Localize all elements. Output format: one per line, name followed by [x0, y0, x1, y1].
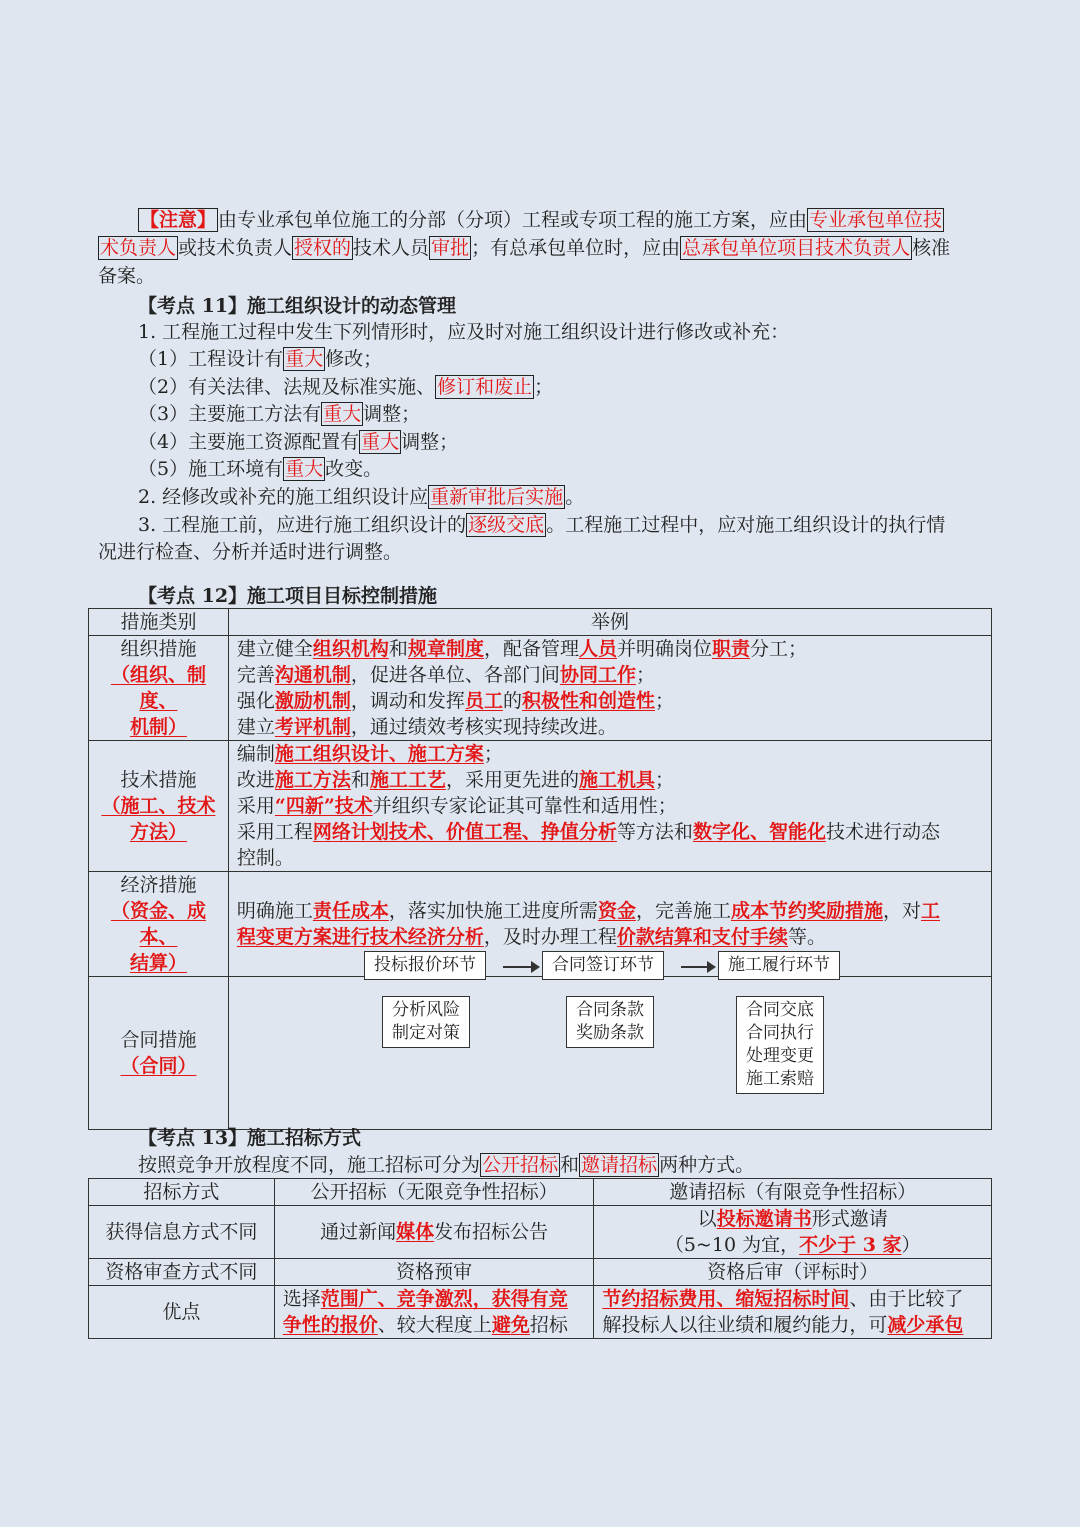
k11-item-1: （1）工程设计有 重大 修改； — [138, 348, 383, 370]
k13-row-advantages: 优点 选择范围广、竞争激烈，获得有竞 争性的报价、较大程度上避免招标 节约招标费用、缩短招标时间、由于比较了 解投标人以往业绩和履约能力，可减少承包 — [89, 1286, 992, 1339]
k12-row-econ — [89, 872, 992, 977]
k12-row-contract — [89, 977, 992, 1130]
k12-header-category: 措施类别 — [89, 609, 229, 636]
flow-arrow-2 — [681, 966, 714, 968]
flow-stage-signing: 合同签订环节 — [542, 951, 664, 980]
flow-box-signing: 合同条款 奖励条款 — [566, 996, 654, 1048]
k13-intro: 按照竞争开放程度不同，施工招标可分为 公开招标 和 邀请招标 两种方式。 — [138, 1154, 755, 1176]
k12-title: 【考点 12】施工项目目标控制措施 — [138, 585, 438, 607]
k11-para-3: 3. 工程施工前，应进行施工组织设计的 逐级交底 。工程施工过程中，应对施工组织设计的执行情 — [138, 514, 946, 536]
flow-stage-bidding: 投标报价环节 — [364, 951, 486, 980]
k11-item-3: （3）主要施工方法有 重大 调整； — [138, 403, 421, 425]
note-tag: 【注意】 — [140, 209, 217, 231]
k12-org-cell: 组织措施 （组织、制度、 机制） — [89, 636, 229, 741]
k13-row-qualification: 资格审查方式不同 资格预审 资格后审（评标时） — [89, 1259, 992, 1286]
note-line-2: 术负责人 或技术负责人 授权的 技术人员 审批 ；有总承包单位时，应由 总承包单位项目技术负责人 核准 — [100, 237, 951, 259]
k12-row-org — [89, 636, 992, 741]
flow-stage-performance: 施工履行环节 — [718, 951, 840, 980]
k12-org-examples: 建立健全组织机构和规章制度，配备管理人员并明确岗位职责分工； 完善沟通机制，促进各单位、各部门间协同工作； 强化激励机制，调动和发挥员工的积极性和创造性； 建立考评机制，通过绩效考核实现持续改进。 — [228, 636, 991, 741]
k12-tech-cell: 技术措施 （施工、技术 方法） — [89, 741, 229, 872]
k11-title: 【考点 11】施工组织设计的动态管理 — [138, 295, 457, 317]
note-line-3: 备案。 — [98, 265, 156, 287]
k12-tech-examples: 编制施工组织设计、施工方案； 改进施工方法和施工工艺，采用更先进的施工机具； 采用“四新”技术并组织专家论证其可靠性和适用性； 采用工程网络计划技术、价值工程、挣值分析等方法和数字化、智能化技术进行动态 控制。 — [228, 741, 991, 872]
k12-econ-cell: 经济措施 （资金、成本、 结算） — [89, 872, 229, 977]
flow-box-bidding: 分析风险 制定对策 — [382, 996, 470, 1048]
k13-title: 【考点 13】施工招标方式 — [138, 1127, 362, 1149]
k12-contract-cell: 合同措施 （合同） — [89, 977, 229, 1130]
flow-box-performance: 合同交底 合同执行 处理变更 施工索赔 — [736, 996, 824, 1094]
k13-table — [88, 1178, 992, 1339]
k12-econ-examples: 明确施工责任成本，落实加快施工进度所需资金，完善施工成本节约奖励措施，对工 程变更方案进行技术经济分析，及时办理工程价款结算和支付手续等。 — [228, 872, 991, 977]
k13-row-info: 获得信息方式不同 通过新闻媒体发布招标公告 以投标邀请书形式邀请 （5~10 为宜，不少于 3 家） — [89, 1206, 992, 1259]
k12-header-row — [89, 609, 992, 636]
k12-row-tech — [89, 741, 992, 872]
k11-intro: 1. 工程施工过程中发生下列情形时，应及时对施工组织设计进行修改或补充： — [138, 321, 790, 343]
flow-arrow-1 — [503, 966, 538, 968]
k12-header-example: 举例 — [228, 609, 991, 636]
k11-item-5: （5）施工环境有 重大 改变。 — [138, 458, 383, 480]
note-line-1: 【注意】 由专业承包单位施工的分部（分项）工程或专项工程的施工方案，应由 专业承包单位技 — [140, 209, 943, 231]
k11-para-3-cont: 况进行检查、分析并适时进行调整。 — [98, 541, 403, 563]
k13-header-row: 招标方式 公开招标（无限竞争性招标） 邀请招标（有限竞争性招标） — [89, 1179, 992, 1206]
k11-item-2: （2）有关法律、法规及标准实施、 修订和废止 ； — [138, 376, 554, 398]
k11-para-2: 2. 经修改或补充的施工组织设计应 重新审批后实施 。 — [138, 486, 585, 508]
k11-item-4: （4）主要施工资源配置有 重大 调整； — [138, 431, 459, 453]
k12-table — [88, 608, 992, 1130]
